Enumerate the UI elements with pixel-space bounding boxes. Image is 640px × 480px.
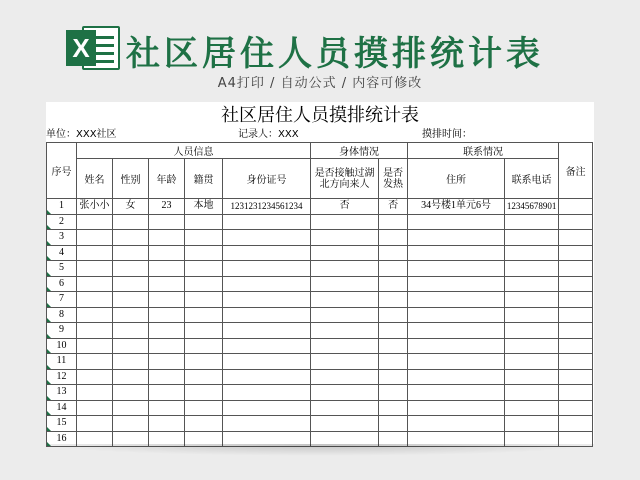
cell-name[interactable] xyxy=(77,307,113,323)
cell-contact-hubei[interactable] xyxy=(311,369,379,385)
cell-id-no[interactable] xyxy=(223,323,311,339)
cell-origin[interactable] xyxy=(185,230,223,246)
cell-gender[interactable] xyxy=(113,400,149,416)
cell-age[interactable] xyxy=(149,369,185,385)
cell-gender[interactable] xyxy=(113,292,149,308)
cell-fever[interactable] xyxy=(379,369,408,385)
cell-id-no[interactable] xyxy=(223,416,311,432)
cell-address[interactable] xyxy=(408,307,505,323)
cell-age[interactable] xyxy=(149,261,185,277)
cell-fever[interactable] xyxy=(379,245,408,261)
cell-address[interactable] xyxy=(408,276,505,292)
cell-name[interactable] xyxy=(77,292,113,308)
cell-contact-hubei[interactable] xyxy=(311,261,379,277)
cell-remark[interactable] xyxy=(559,369,593,385)
header-origin[interactable]: 籍贯 xyxy=(185,159,223,199)
cell-age[interactable] xyxy=(149,385,185,401)
cell-age[interactable] xyxy=(149,292,185,308)
header-group-health[interactable]: 身体情况 xyxy=(311,143,408,159)
cell-age[interactable] xyxy=(149,416,185,432)
cell-remark[interactable] xyxy=(559,385,593,401)
cell-address[interactable] xyxy=(408,245,505,261)
cell-phone[interactable] xyxy=(505,230,559,246)
cell-id-no[interactable] xyxy=(223,369,311,385)
cell-fever[interactable] xyxy=(379,400,408,416)
excel-x-badge: X xyxy=(66,30,96,66)
header-name[interactable]: 姓名 xyxy=(77,159,113,199)
cell-remark[interactable] xyxy=(559,230,593,246)
cell-gender[interactable] xyxy=(113,230,149,246)
cell-origin[interactable] xyxy=(185,307,223,323)
data-table xyxy=(46,142,593,447)
cell-gender[interactable] xyxy=(113,354,149,370)
cell-age[interactable] xyxy=(149,245,185,261)
cell-fever[interactable] xyxy=(379,323,408,339)
cell-address[interactable] xyxy=(408,338,505,354)
cell-remark[interactable] xyxy=(559,416,593,432)
sheet-title[interactable]: 社区居住人员摸排统计表 xyxy=(221,105,419,126)
cell-origin[interactable] xyxy=(185,276,223,292)
cell-phone[interactable] xyxy=(505,307,559,323)
cell-address[interactable] xyxy=(408,416,505,432)
cell-contact-hubei[interactable] xyxy=(311,338,379,354)
cell-fever[interactable] xyxy=(379,416,408,432)
cell-phone[interactable] xyxy=(505,261,559,277)
cell-address[interactable] xyxy=(408,385,505,401)
cell-fever[interactable] xyxy=(379,354,408,370)
cell-contact-hubei[interactable]: 否 xyxy=(311,199,379,215)
cell-name[interactable] xyxy=(77,354,113,370)
cell-origin[interactable] xyxy=(185,214,223,230)
cell-contact-hubei[interactable] xyxy=(311,323,379,339)
cell-origin[interactable] xyxy=(185,385,223,401)
date-label[interactable]: 摸排时间： xyxy=(422,129,472,140)
cell-remark[interactable] xyxy=(559,323,593,339)
cell-contact-hubei[interactable] xyxy=(311,230,379,246)
table-row xyxy=(47,292,593,308)
cell-address[interactable] xyxy=(408,323,505,339)
cell-fever[interactable] xyxy=(379,307,408,323)
cell-gender[interactable] xyxy=(113,369,149,385)
table-row xyxy=(47,307,593,323)
cell-no[interactable]: 1 xyxy=(47,199,77,215)
cell-gender[interactable] xyxy=(113,214,149,230)
cell-no[interactable]: 5 xyxy=(47,261,77,277)
cell-name[interactable] xyxy=(77,400,113,416)
cell-age[interactable] xyxy=(149,400,185,416)
cell-contact-hubei[interactable] xyxy=(311,276,379,292)
cell-name[interactable]: 张小小 xyxy=(77,199,113,215)
header-phone[interactable]: 联系电话 xyxy=(505,159,559,199)
header-remark[interactable]: 备注 xyxy=(559,143,593,199)
table-row xyxy=(47,214,593,230)
cell-id-no[interactable] xyxy=(223,214,311,230)
cell-id-no[interactable] xyxy=(223,354,311,370)
cell-phone[interactable] xyxy=(505,245,559,261)
cell-phone[interactable] xyxy=(505,354,559,370)
cell-remark[interactable] xyxy=(559,400,593,416)
table-row xyxy=(47,354,593,370)
header-age[interactable]: 年龄 xyxy=(149,159,185,199)
banner-title: 社区居住人员摸排统计表 xyxy=(126,34,544,74)
cell-gender[interactable] xyxy=(113,338,149,354)
cell-gender[interactable]: 女 xyxy=(113,199,149,215)
table-row xyxy=(47,369,593,385)
cell-gender[interactable] xyxy=(113,323,149,339)
cell-origin[interactable] xyxy=(185,369,223,385)
cell-address[interactable] xyxy=(408,292,505,308)
cell-no[interactable]: 13 xyxy=(47,385,77,401)
banner xyxy=(0,0,640,100)
table-row xyxy=(47,199,593,215)
cell-contact-hubei[interactable] xyxy=(311,354,379,370)
cell-phone[interactable] xyxy=(505,369,559,385)
cell-address[interactable]: 34号楼1单元6号 xyxy=(408,199,505,215)
cell-gender[interactable] xyxy=(113,307,149,323)
cell-id-no[interactable] xyxy=(223,400,311,416)
table-row xyxy=(47,385,593,401)
cell-no[interactable]: 10 xyxy=(47,338,77,354)
cell-contact-hubei[interactable] xyxy=(311,292,379,308)
cell-phone[interactable] xyxy=(505,416,559,432)
cell-no[interactable]: 8 xyxy=(47,307,77,323)
cell-phone[interactable] xyxy=(505,385,559,401)
cell-name[interactable] xyxy=(77,230,113,246)
cell-contact-hubei[interactable] xyxy=(311,307,379,323)
cell-no[interactable]: 15 xyxy=(47,416,77,432)
sheet-shadow xyxy=(40,444,600,456)
cell-phone[interactable] xyxy=(505,400,559,416)
cell-address[interactable] xyxy=(408,230,505,246)
cell-gender[interactable] xyxy=(113,385,149,401)
cell-phone[interactable] xyxy=(505,276,559,292)
table-row xyxy=(47,230,593,246)
cell-name[interactable] xyxy=(77,276,113,292)
cell-no[interactable]: 2 xyxy=(47,214,77,230)
cell-no[interactable]: 16 xyxy=(47,431,77,447)
table-row xyxy=(47,245,593,261)
cell-gender[interactable] xyxy=(113,261,149,277)
cell-remark[interactable] xyxy=(559,276,593,292)
cell-origin[interactable] xyxy=(185,416,223,432)
cell-phone[interactable] xyxy=(505,214,559,230)
cell-origin[interactable] xyxy=(185,245,223,261)
cell-remark[interactable] xyxy=(559,214,593,230)
cell-id-no[interactable] xyxy=(223,385,311,401)
cell-fever[interactable]: 否 xyxy=(379,199,408,215)
cell-phone[interactable] xyxy=(505,338,559,354)
cell-id-no[interactable] xyxy=(223,245,311,261)
cell-remark[interactable] xyxy=(559,354,593,370)
cell-name[interactable] xyxy=(77,416,113,432)
cell-fever[interactable] xyxy=(379,385,408,401)
cell-name[interactable] xyxy=(77,385,113,401)
cell-age[interactable] xyxy=(149,230,185,246)
cell-fever[interactable] xyxy=(379,214,408,230)
cell-address[interactable] xyxy=(408,261,505,277)
table-row xyxy=(47,323,593,339)
header-fever[interactable]: 是否发热 xyxy=(379,159,408,199)
header-group-person[interactable]: 人员信息 xyxy=(77,143,311,159)
cell-address[interactable] xyxy=(408,369,505,385)
cell-age[interactable] xyxy=(149,338,185,354)
cell-origin[interactable]: 本地 xyxy=(185,199,223,215)
cell-fever[interactable] xyxy=(379,276,408,292)
table-row xyxy=(47,261,593,277)
table-row xyxy=(47,276,593,292)
cell-remark[interactable] xyxy=(559,245,593,261)
table-row xyxy=(47,338,593,354)
cell-age[interactable] xyxy=(149,354,185,370)
excel-logo-icon xyxy=(66,22,122,74)
cell-age[interactable] xyxy=(149,214,185,230)
cell-fever[interactable] xyxy=(379,261,408,277)
cell-age[interactable] xyxy=(149,323,185,339)
cell-id-no[interactable] xyxy=(223,338,311,354)
cell-remark[interactable] xyxy=(559,292,593,308)
cell-no[interactable]: 6 xyxy=(47,276,77,292)
cell-remark[interactable] xyxy=(559,338,593,354)
cell-origin[interactable] xyxy=(185,400,223,416)
cell-origin[interactable] xyxy=(185,261,223,277)
cell-gender[interactable] xyxy=(113,276,149,292)
cell-id-no[interactable]: 1231231234561234 xyxy=(223,199,311,215)
unit-label[interactable]: 单位：XXX社区 xyxy=(46,129,117,140)
cell-remark[interactable] xyxy=(559,261,593,277)
spreadsheet-preview xyxy=(46,102,594,444)
cell-address[interactable] xyxy=(408,400,505,416)
cell-no[interactable]: 7 xyxy=(47,292,77,308)
cell-contact-hubei[interactable] xyxy=(311,385,379,401)
cell-name[interactable] xyxy=(77,323,113,339)
cell-age[interactable]: 23 xyxy=(149,199,185,215)
cell-name[interactable] xyxy=(77,214,113,230)
cell-gender[interactable] xyxy=(113,416,149,432)
cell-id-no[interactable] xyxy=(223,230,311,246)
cell-no[interactable]: 4 xyxy=(47,245,77,261)
header-contact-hubei[interactable]: 是否接触过湖北方向来人 xyxy=(311,159,379,199)
cell-name[interactable] xyxy=(77,338,113,354)
header-gender[interactable]: 性别 xyxy=(113,159,149,199)
cell-contact-hubei[interactable] xyxy=(311,400,379,416)
header-group-contact[interactable]: 联系情况 xyxy=(408,143,559,159)
cell-name[interactable] xyxy=(77,261,113,277)
cell-origin[interactable] xyxy=(185,292,223,308)
cell-contact-hubei[interactable] xyxy=(311,416,379,432)
cell-id-no[interactable] xyxy=(223,292,311,308)
cell-remark[interactable] xyxy=(559,199,593,215)
cell-remark[interactable] xyxy=(559,307,593,323)
cell-fever[interactable] xyxy=(379,338,408,354)
cell-phone[interactable]: 12345678901 xyxy=(505,199,559,215)
cell-no[interactable]: 9 xyxy=(47,323,77,339)
cell-id-no[interactable] xyxy=(223,276,311,292)
cell-phone[interactable] xyxy=(505,323,559,339)
cell-name[interactable] xyxy=(77,369,113,385)
banner-subtitle: A4打印 / 自动公式 / 内容可修改 xyxy=(217,76,423,91)
header-seq[interactable]: 序号 xyxy=(47,143,77,199)
cell-no[interactable]: 14 xyxy=(47,400,77,416)
cell-name[interactable] xyxy=(77,245,113,261)
cell-contact-hubei[interactable] xyxy=(311,214,379,230)
header-id-no[interactable]: 身份证号 xyxy=(223,159,311,199)
cell-no[interactable]: 11 xyxy=(47,354,77,370)
cell-age[interactable] xyxy=(149,307,185,323)
cell-address[interactable] xyxy=(408,214,505,230)
table-row xyxy=(47,400,593,416)
cell-age[interactable] xyxy=(149,276,185,292)
cell-origin[interactable] xyxy=(185,323,223,339)
cell-origin[interactable] xyxy=(185,338,223,354)
cell-gender[interactable] xyxy=(113,245,149,261)
cell-phone[interactable] xyxy=(505,292,559,308)
cell-address[interactable] xyxy=(408,354,505,370)
cell-no[interactable]: 12 xyxy=(47,369,77,385)
recorder-label[interactable]: 记录人：XXX xyxy=(238,129,299,140)
cell-no[interactable]: 3 xyxy=(47,230,77,246)
cell-origin[interactable] xyxy=(185,354,223,370)
header-address[interactable]: 住所 xyxy=(408,159,505,199)
cell-id-no[interactable] xyxy=(223,261,311,277)
table-row xyxy=(47,416,593,432)
cell-contact-hubei[interactable] xyxy=(311,245,379,261)
cell-id-no[interactable] xyxy=(223,307,311,323)
cell-fever[interactable] xyxy=(379,230,408,246)
cell-fever[interactable] xyxy=(379,292,408,308)
